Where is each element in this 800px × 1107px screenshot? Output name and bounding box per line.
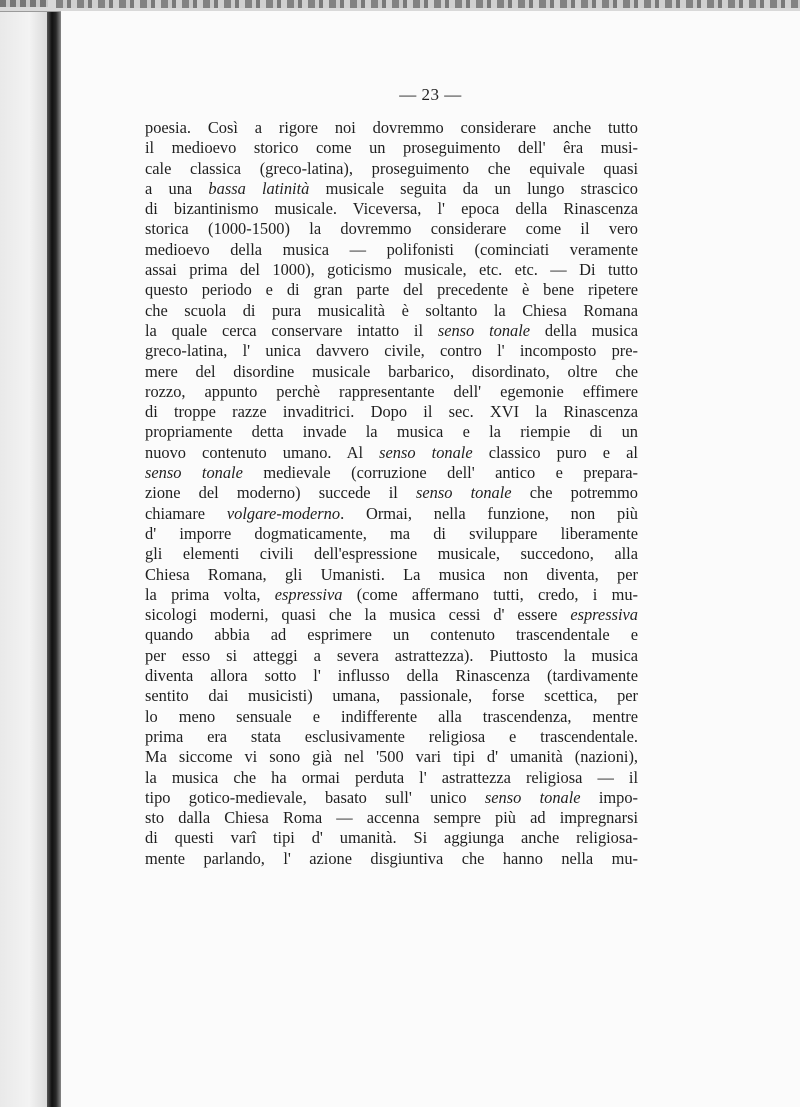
book-binding-shadow: [47, 0, 61, 1107]
text-line: che scuola di pura musicalità è soltanto la Chiesa Romana: [145, 300, 638, 320]
text-line: nuovo contenuto umano. Al senso tonale classico puro e al: [145, 442, 638, 462]
text-line: medioevo della musica — polifonisti (cominciati veramente: [145, 239, 638, 259]
text-line: rozzo, appunto perchè rappresentante dell' egemonie effimere: [145, 381, 638, 401]
body-text: [145, 118, 638, 869]
text-line: cale classica (greco-latina), proseguimento che equivale quasi: [145, 158, 638, 178]
text-line: per esso si atteggi a severa astrattezza). Piuttosto la musica: [145, 645, 638, 665]
text-line: assai prima del 1000), goticismo musicale, etc. etc. — Di tutto: [145, 260, 638, 280]
text-line: quando abbia ad esprimere un contenuto trascendentale e: [145, 625, 638, 645]
text-line: prima era stata esclusivamente religiosa e trascendentale.: [145, 726, 638, 746]
top-left-ornament-fragment: [0, 0, 48, 7]
text-line: storica (1000-1500) la dovremmo considerare come il vero: [145, 219, 638, 239]
text-line: di bizantinismo musicale. Viceversa, l' epoca della Rinascenza: [145, 199, 638, 219]
text-line: gli elementi civili dell'espressione musicale, succedono, alla: [145, 544, 638, 564]
text-line: questo periodo e di gran parte del precedente è bene ripetere: [145, 280, 638, 300]
text-line: sto dalla Chiesa Roma — accenna sempre più ad impregnarsi: [145, 808, 638, 828]
text-line: propriamente detta invade la musica e la riempie di un: [145, 422, 638, 442]
facing-page-edge: [0, 0, 49, 1107]
text-line: di troppe razze invaditrici. Dopo il sec. XVI la Rinascenza: [145, 402, 638, 422]
text-line: d' imporre dogmaticamente, ma di sviluppare liberamente: [145, 523, 638, 543]
text-line: di questi varî tipi d' umanità. Si aggiunga anche religiosa-: [145, 828, 638, 848]
text-line: zione del moderno) succede il senso tonale che potremmo: [145, 483, 638, 503]
text-line: sicologi moderni, quasi che la musica cessi d' essere espressiva: [145, 605, 638, 625]
text-line: Ma siccome vi sono già nel '500 vari tipi d' umanità (nazioni),: [145, 747, 638, 767]
text-line: la quale cerca conservare intatto il senso tonale della musica: [145, 320, 638, 340]
text-line: il medioevo storico come un proseguimento dell' êra musi-: [145, 138, 638, 158]
text-line: la musica che ha ormai perduta l' astrattezza religiosa — il: [145, 767, 638, 787]
text-line: greco-latina, l' unica davvero civile, contro l' incomposto pre-: [145, 341, 638, 361]
top-ornament-fragment: [56, 0, 800, 8]
text-line: a una bassa latinità musicale seguita da un lungo strascico: [145, 178, 639, 198]
text-line: tipo gotico-medievale, basato sull' unico senso tonale impo-: [145, 787, 639, 807]
text-line: la prima volta, espressiva (come affermano tutti, credo, i mu-: [145, 584, 639, 604]
text-line: lo meno sensuale e indifferente alla trascendenza, mentre: [145, 706, 638, 726]
text-line: Chiesa Romana, gli Umanisti. La musica non diventa, per: [145, 564, 638, 584]
text-line: poesia. Così a rigore noi dovremmo considerare anche tutto: [145, 118, 638, 137]
text-line: sentito dai musicisti) umana, passionale, forse scettica, per: [145, 686, 638, 706]
text-line: senso tonale medievale (corruzione dell' antico e prepara-: [145, 463, 638, 483]
text-line: mere del disordine musicale barbarico, disordinato, oltre che: [145, 361, 638, 381]
book-page: [61, 11, 800, 1107]
text-line: chiamare volgare-moderno. Ormai, nella funzione, non più: [145, 503, 639, 523]
text-line: mente parlando, l' azione disgiuntiva che hanno nella mu-: [145, 848, 638, 868]
text-line: diventa allora sotto l' influsso della Rinascenza (tardivamente: [145, 666, 638, 686]
page-number: — 23 —: [399, 85, 462, 104]
